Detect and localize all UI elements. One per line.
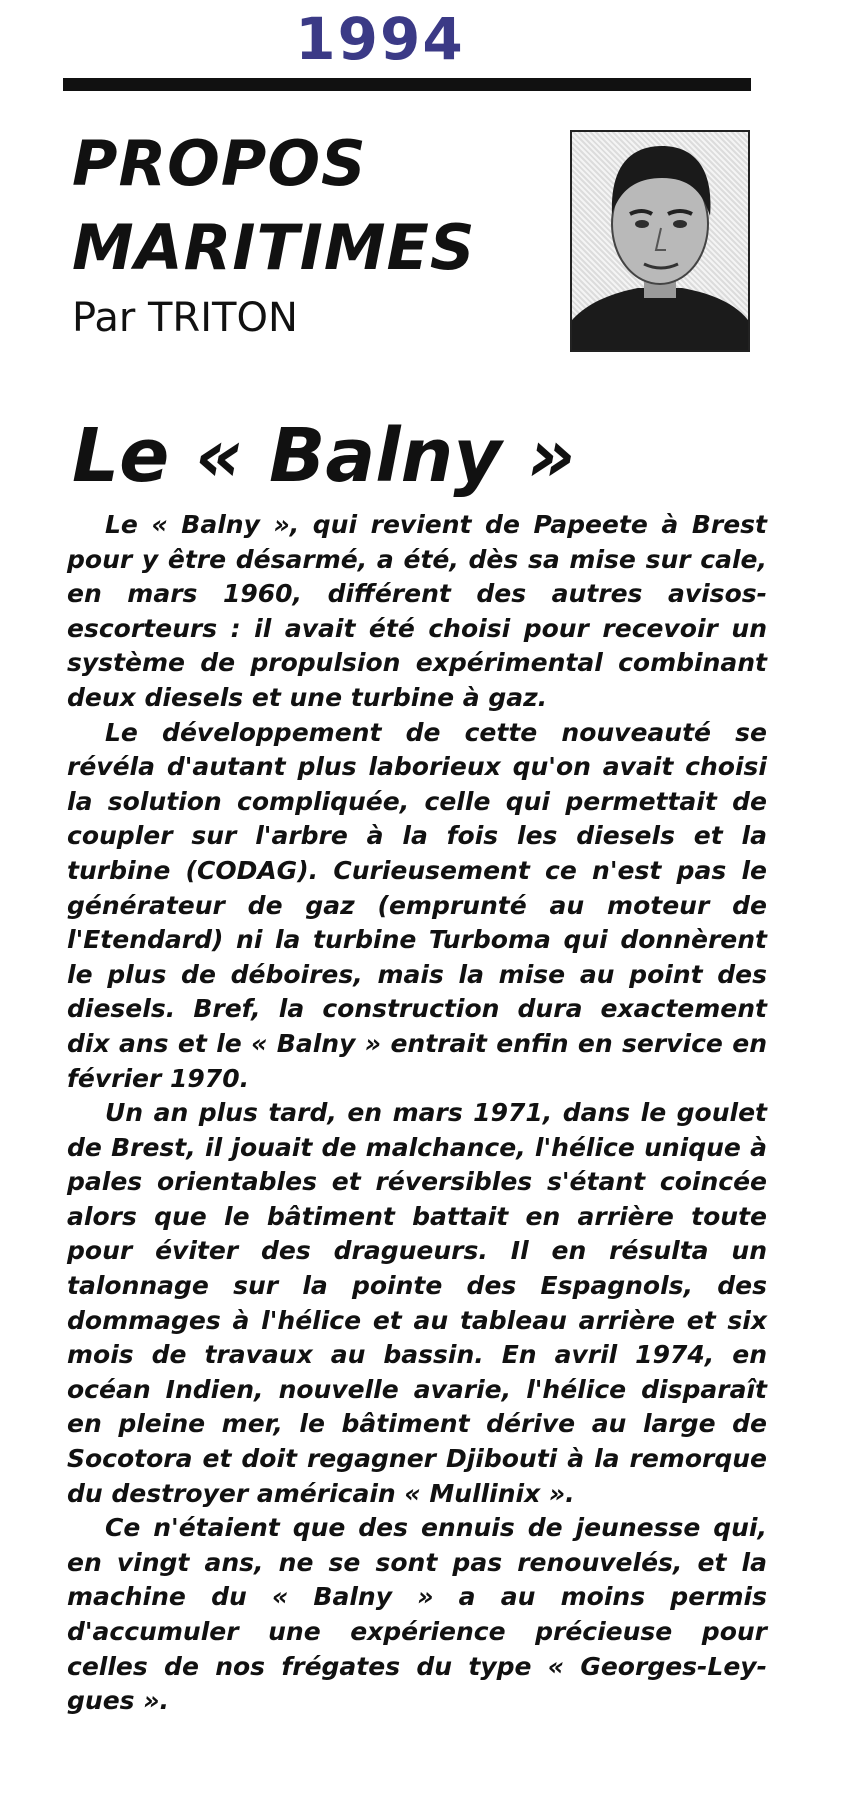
article-paragraph-4: Ce n'étaient que des ennuis de jeunesse qui, en vingt ans, ne se sont pas renouvelés, et la machine du « Balny » a au moins permis d'accumuler une expérience précieuse pour celles de nos frégates du type « Georges-Leygues ». <box>67 1513 767 1716</box>
article-paragraph-2: Le développement de cette nouveauté se révéla d'autant plus laborieux qu'on avait choisi la solution compliquée, celle qui permettait de coupler sur l'arbre à la fois les diesels et la turbine (CODAG). Curieusement ce n'est pas le générateur de gaz (emprunté au moteur de l'Etendard) ni la turbine Turboma qui donnèrent le plus de déboires, mais la mise au point des diesels. Bref, la construction dura exactement dix ans et le « Balny » entrait enfin en service en février 1970. <box>67 717 767 1093</box>
byline: Par TRITON <box>72 295 298 341</box>
article-paragraph-3: Un an plus tard, en mars 1971, dans le goulet de Brest, il jouait de malchance, l'hélice unique à pales orientables et réversibles s'étant coincée alors que le bâtiment battait en arrière toute pour éviter des dragueurs. Il en résulta un talonnage sur la pointe des Espagnols, des dommages à l'hélice et au tableau arrière et six mois de travaux au bassin. En avril 1974, en océan Indien, nouvelle avarie, l'hélice disparaît en pleine mer, le bâtiment dérive au large de Socotora et doit regagner Djibouti à la remorque du destroyer américain « Mullinix ». <box>67 1098 767 1508</box>
top-divider <box>63 78 751 91</box>
article-paragraph-1: Le « Balny », qui revient de Papeete à Brest pour y être désarmé, a été, dès sa mise sur cale, en mars 1960, différent des autres avisos-escorteurs : il avait été choisi pour recevoir un système de propulsion expérimental combinant deux diesels et une turbine à gaz. <box>67 510 767 712</box>
column-header <box>72 122 552 346</box>
year-label: 1994 <box>295 5 465 73</box>
article-headline: Le « Balny » <box>72 413 576 499</box>
column-title-line-1: PROPOS <box>72 127 367 200</box>
article-body <box>67 508 767 1719</box>
column-title-line-2: MARITIMES <box>72 211 476 284</box>
portrait-photo-icon <box>572 132 748 350</box>
author-portrait <box>570 130 750 352</box>
